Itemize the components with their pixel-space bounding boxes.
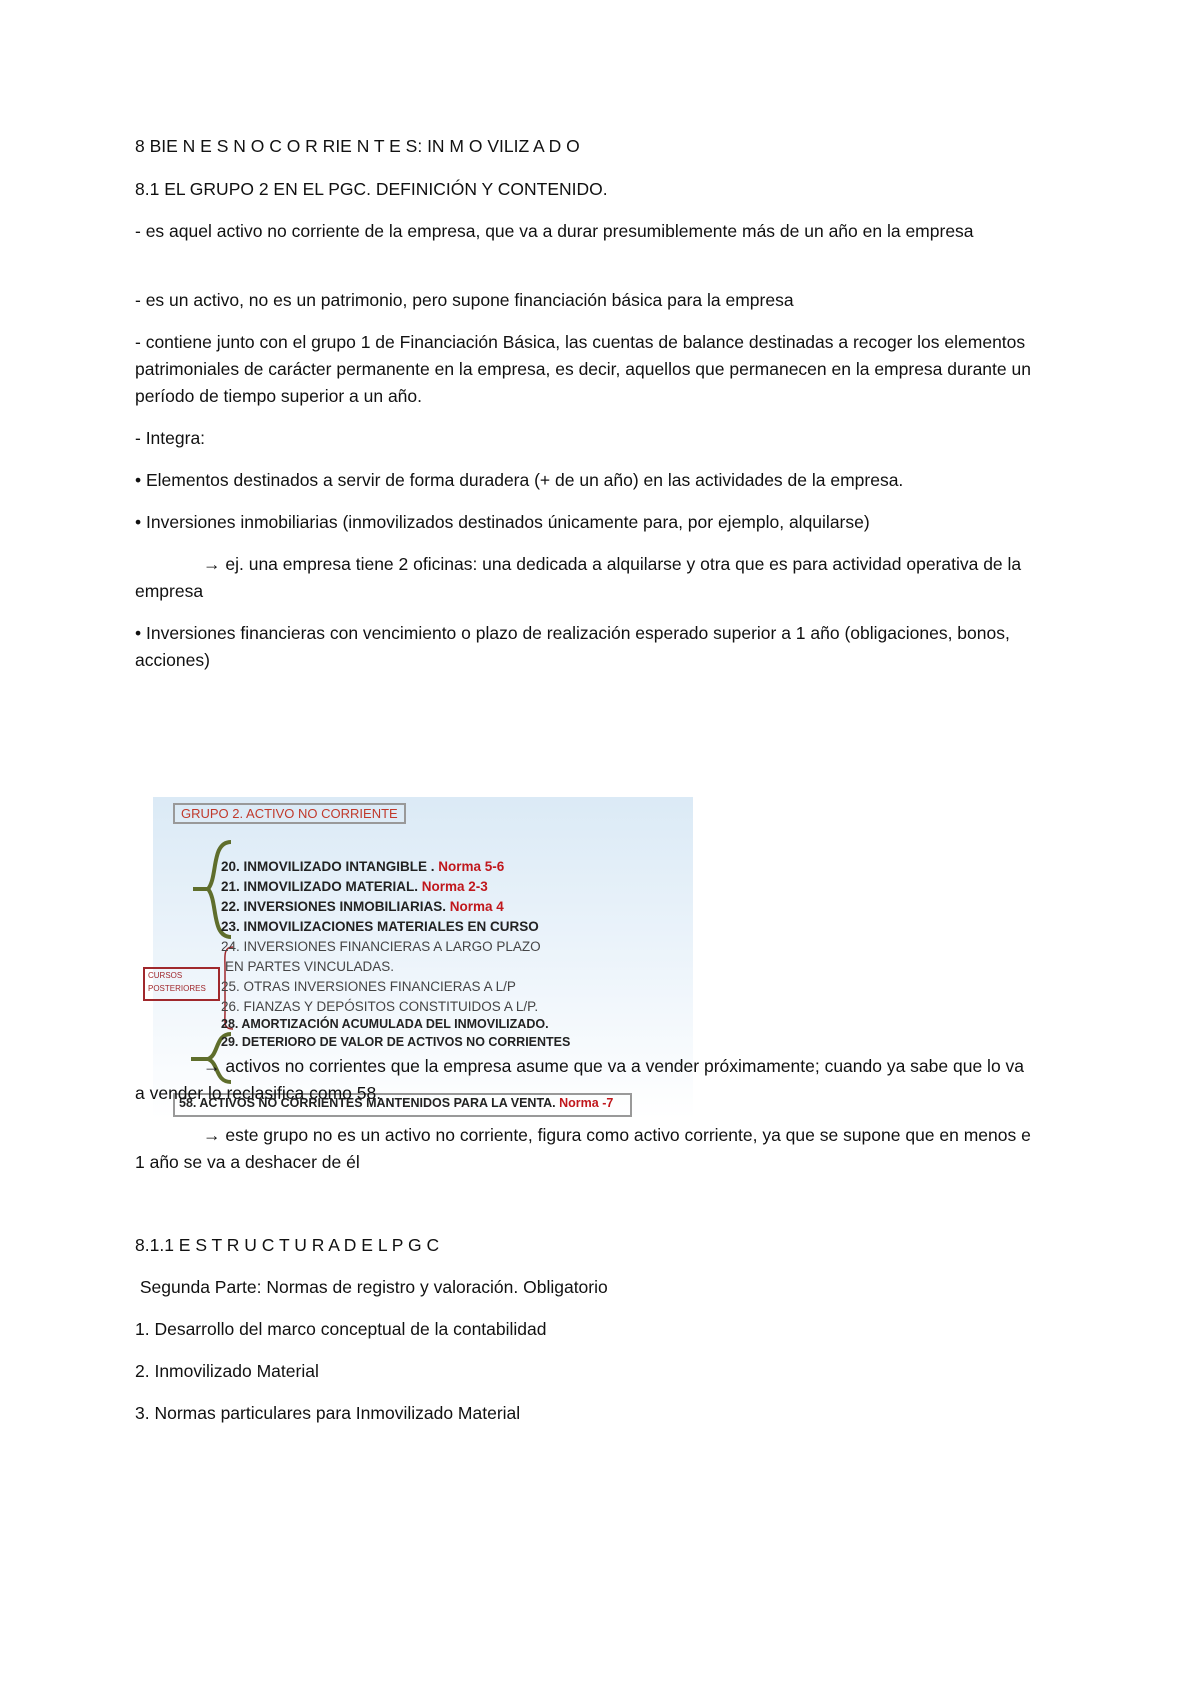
chapter-heading: 8 BIE N E S N O C O R RIE N T E S: IN M O VILIZ A D O: [135, 136, 580, 156]
list-item: 1. Desarrollo del marco conceptual de la contabilidad: [135, 1319, 547, 1339]
account-item: [221, 1017, 549, 1031]
account-text: 29. DETERIORO DE VALOR DE ACTIVOS NO CORRIENTES: [221, 1035, 571, 1049]
arrow-note: → este grupo no es un activo no corriente, figura como activo corriente, ya que se supone que en menos e 1 año se va a deshacer de él: [135, 1125, 1031, 1172]
account-item: [221, 1035, 570, 1049]
account-text: 20. INMOVILIZADO INTANGIBLE .: [221, 859, 439, 874]
account-text: 28. AMORTIZACIÓN ACUMULADA DEL INMOVILIZADO.: [221, 1017, 549, 1031]
norma-label: Norma 5-6: [438, 859, 505, 874]
example-note: → ej. una empresa tiene 2 oficinas: una dedicada a alquilarse y otra que es para actividad operativa de la empresa: [135, 554, 1022, 601]
arrow-note: → activos no corrientes que la empresa asume que va a vender próximamente; cuando ya sabe que lo va a vender lo reclasifica como 58.: [135, 1056, 1025, 1103]
account-item: [221, 859, 504, 874]
paragraph: - es aquel activo no corriente de la empresa, que va a durar presumiblemente más de un año en la empresa: [135, 221, 974, 241]
bullet-item: • Inversiones financieras con vencimiento o plazo de realización esperado superior a 1 año (obligaciones, bonos, acciones): [135, 623, 1010, 670]
account-text: 25. OTRAS INVERSIONES FINANCIERAS A L/P: [221, 979, 516, 994]
account-item: [221, 919, 539, 934]
side-label-2: POSTERIORES: [148, 984, 206, 993]
figure-title: GRUPO 2. ACTIVO NO CORRIENTE: [173, 803, 406, 824]
account-text: 21. INMOVILIZADO MATERIAL.: [221, 879, 422, 894]
account-text: 26. FIANZAS Y DEPÓSITOS CONSTITUIDOS A L/P.: [221, 999, 539, 1014]
account-text: 24. INVERSIONES FINANCIERAS A LARGO PLAZO: [221, 939, 541, 954]
paragraph: - es un activo, no es un patrimonio, pero supone financiación básica para la empresa: [135, 290, 794, 310]
account-text: 22. INVERSIONES INMOBILIARIAS.: [221, 899, 450, 914]
norma-label: Norma 4: [449, 899, 504, 914]
account-item: [221, 999, 538, 1014]
account-text: 23. INMOVILIZACIONES MATERIALES EN CURSO: [221, 919, 539, 934]
account-text: EN PARTES VINCULADAS.: [225, 959, 395, 974]
later-courses-label: [143, 967, 220, 1001]
side-label-1: CURSOS: [148, 971, 183, 980]
list-item: 2. Inmovilizado Material: [135, 1361, 319, 1381]
account-item: [221, 899, 504, 914]
list-item: 3. Normas particulares para Inmovilizado Material: [135, 1403, 521, 1423]
footer-norma: Norma -7: [559, 1096, 614, 1110]
paragraph: - Integra:: [135, 428, 206, 448]
account-item: [221, 939, 541, 954]
account-item: [221, 979, 516, 994]
bullet-item: • Inversiones inmobiliarias (inmovilizados destinados únicamente para, por ejemplo, alquilarse): [135, 512, 870, 532]
account-item: [221, 879, 488, 894]
list-item: Segunda Parte: Normas de registro y valoración. Obligatorio: [135, 1277, 608, 1297]
subsection-heading: 8.1.1 E S T R U C T U R A D E L P G C: [135, 1235, 440, 1255]
norma-label: Norma 2-3: [421, 879, 488, 894]
paragraph: - contiene junto con el grupo 1 de Financiación Básica, las cuentas de balance destinadas a recoger los elementos patrimoniales de carácter permanente en la empresa, es decir, aquellos que permanecen en la empresa durante un período de tiempo superior a un año.: [135, 332, 1031, 406]
footer-text: 58. ACTIVOS NO CORRIENTES MANTENIDOS PARA LA VENTA.: [179, 1096, 560, 1110]
account-item: [225, 959, 394, 974]
bullet-item: • Elementos destinados a servir de forma duradera (+ de un año) en las actividades de la empresa.: [135, 470, 904, 490]
section-heading: 8.1 EL GRUPO 2 EN EL PGC. DEFINICIÓN Y CONTENIDO.: [135, 179, 608, 199]
